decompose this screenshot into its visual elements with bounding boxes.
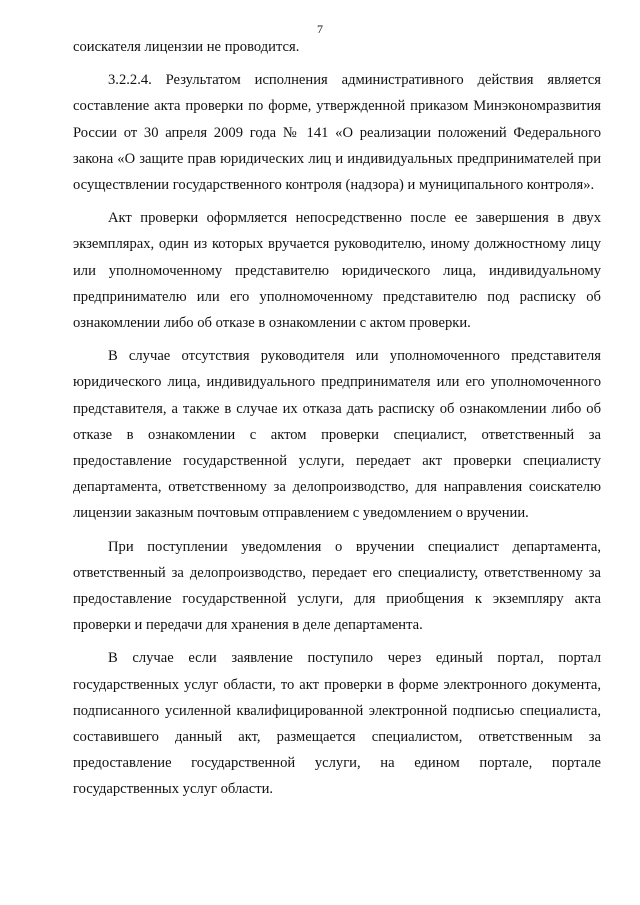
paragraph-section-3-2-2-4: 3.2.2.4. Результатом исполнения административного действия является составление акта проверки по форме, утвержденной приказом Минэкономразвития России от 30 апреля 2009 года № 141 «О реализации положений Федерального закона «О защите прав юридических лиц и индивидуальных предпринимателей при осуществлении государственного контроля (надзора) и муниципального контроля». bbox=[73, 72, 601, 194]
paragraph-continuation: соискателя лицензии не проводится. bbox=[73, 39, 300, 55]
paragraph-delivery-notice: При поступлении уведомления о вручении специалист департамента, ответственный за делопроизводство, передает его специалисту, ответственному за предоставление государственной услуги, для приобщения к экземпляру акта проверки и передачи для хранения в деле департамента. bbox=[73, 538, 601, 634]
paragraph-portal-case: В случае если заявление поступило через единый портал, портал государственных услуг области, то акт проверки в форме электронного документа, подписанного усиленной квалифицированной электронной подписью специалиста, составившего данный акт, размещается специалистом, ответственным за предоставление государственной услуги, на едином портале, портале государственных услуг области. bbox=[73, 650, 601, 798]
document-body bbox=[73, 34, 601, 803]
page-number: 7 bbox=[317, 22, 323, 36]
paragraph-act-execution: Акт проверки оформляется непосредственно после ее завершения в двух экземплярах, один из которых вручается руководителю, иному должностному лицу или уполномоченному представителю юридического лица, индивидуальному предпринимателю или его уполномоченному представителю под расписку об ознакомлении либо об отказе в ознакомлении с актом проверки. bbox=[73, 210, 601, 332]
paragraph-absence-case: В случае отсутствия руководителя или уполномоченного представителя юридического лица, индивидуального предпринимателя или его уполномоченного представителя, а также в случае их отказа дать расписку об ознакомлении либо об отказе в ознакомлении с актом проверки специалист, ответственный за предоставление государственной услуги, передает акт проверки специалисту департамента, ответственному за делопроизводство, для направления соискателю лицензии заказным почтовым отправлением с уведомлением о вручении. bbox=[73, 348, 601, 522]
